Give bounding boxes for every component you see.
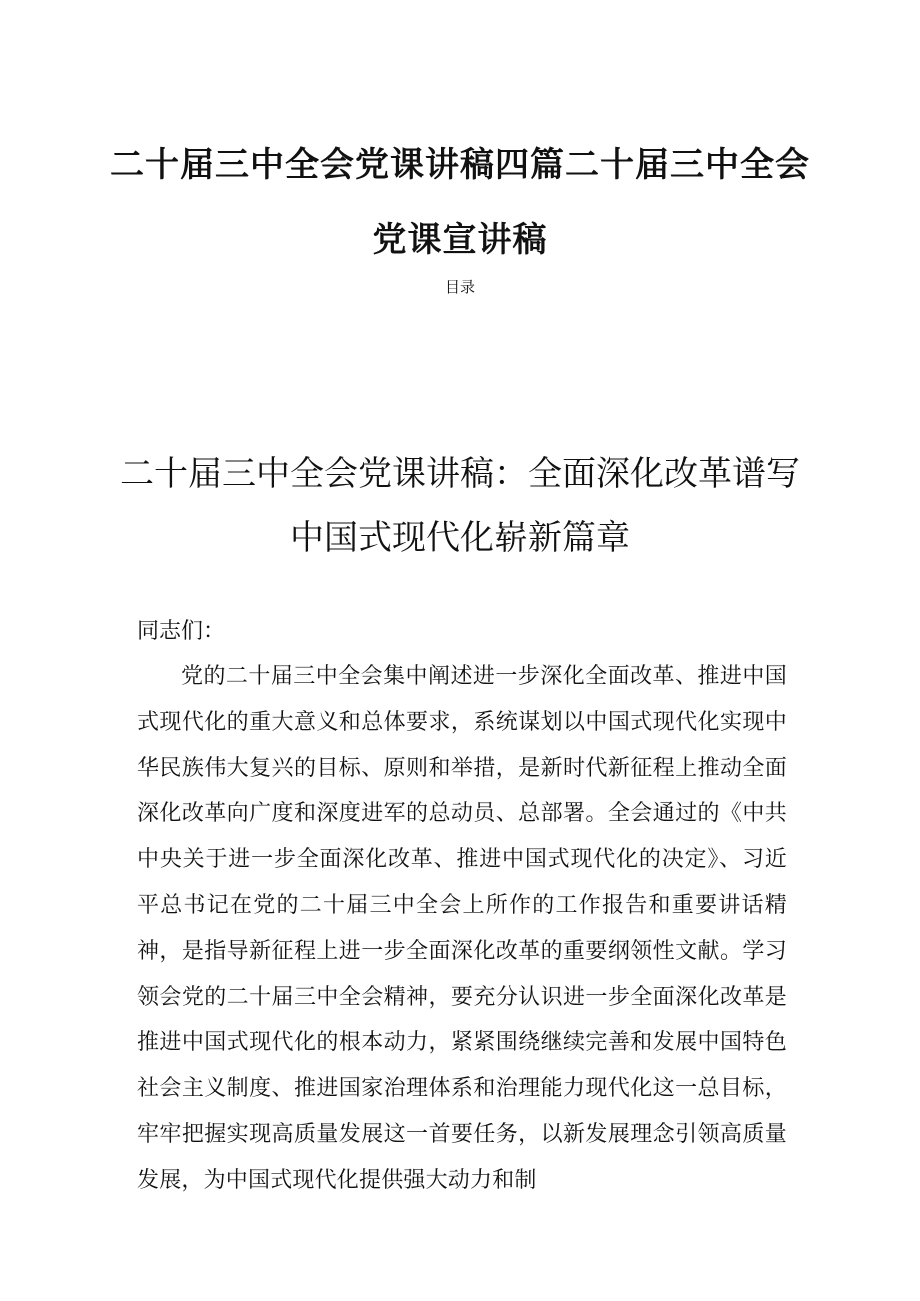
toc-label: 目录 xyxy=(444,278,475,296)
section-title: 二十届三中全会党课讲稿：全面深化改革谱写中国式现代化崭新篇章 xyxy=(120,454,800,558)
salutation: 同志们： xyxy=(137,619,226,644)
body-paragraph: 党的二十届三中全会集中阐述进一步深化全面改革、推进中国式现代化的重大意义和总体要求，系统谋划以中国式现代化实现中华民族伟大复兴的目标、原则和举措，是新时代新征程上推动全面深化改革向广度和深度进军的总动员、总部署。全会通过的《中共中央关于进一步全面深化改革、推进中国式现代化的决定》、习近平总书记在党的二十届三中全会上所作的工作报告和重要讲话精神，是指导新征程上进一步全面深化改革的重要纲领性文献。学习领会党的二十届三中全会精神，要充分认识进一步全面深化改革是推进中国式现代化的根本动力，紧紧围绕继续完善和发展中国特色社会主义制度、推进国家治理体系和治理能力现代化这一总目标，牢牢把握实现高质量发展这一首要任务，以新发展理念引领高质量发展，为中国式现代化提供强大动力和制 xyxy=(137,664,787,1193)
document-title: 二十届三中全会党课讲稿四篇二十届三中全会党课宣讲稿 xyxy=(110,145,810,260)
